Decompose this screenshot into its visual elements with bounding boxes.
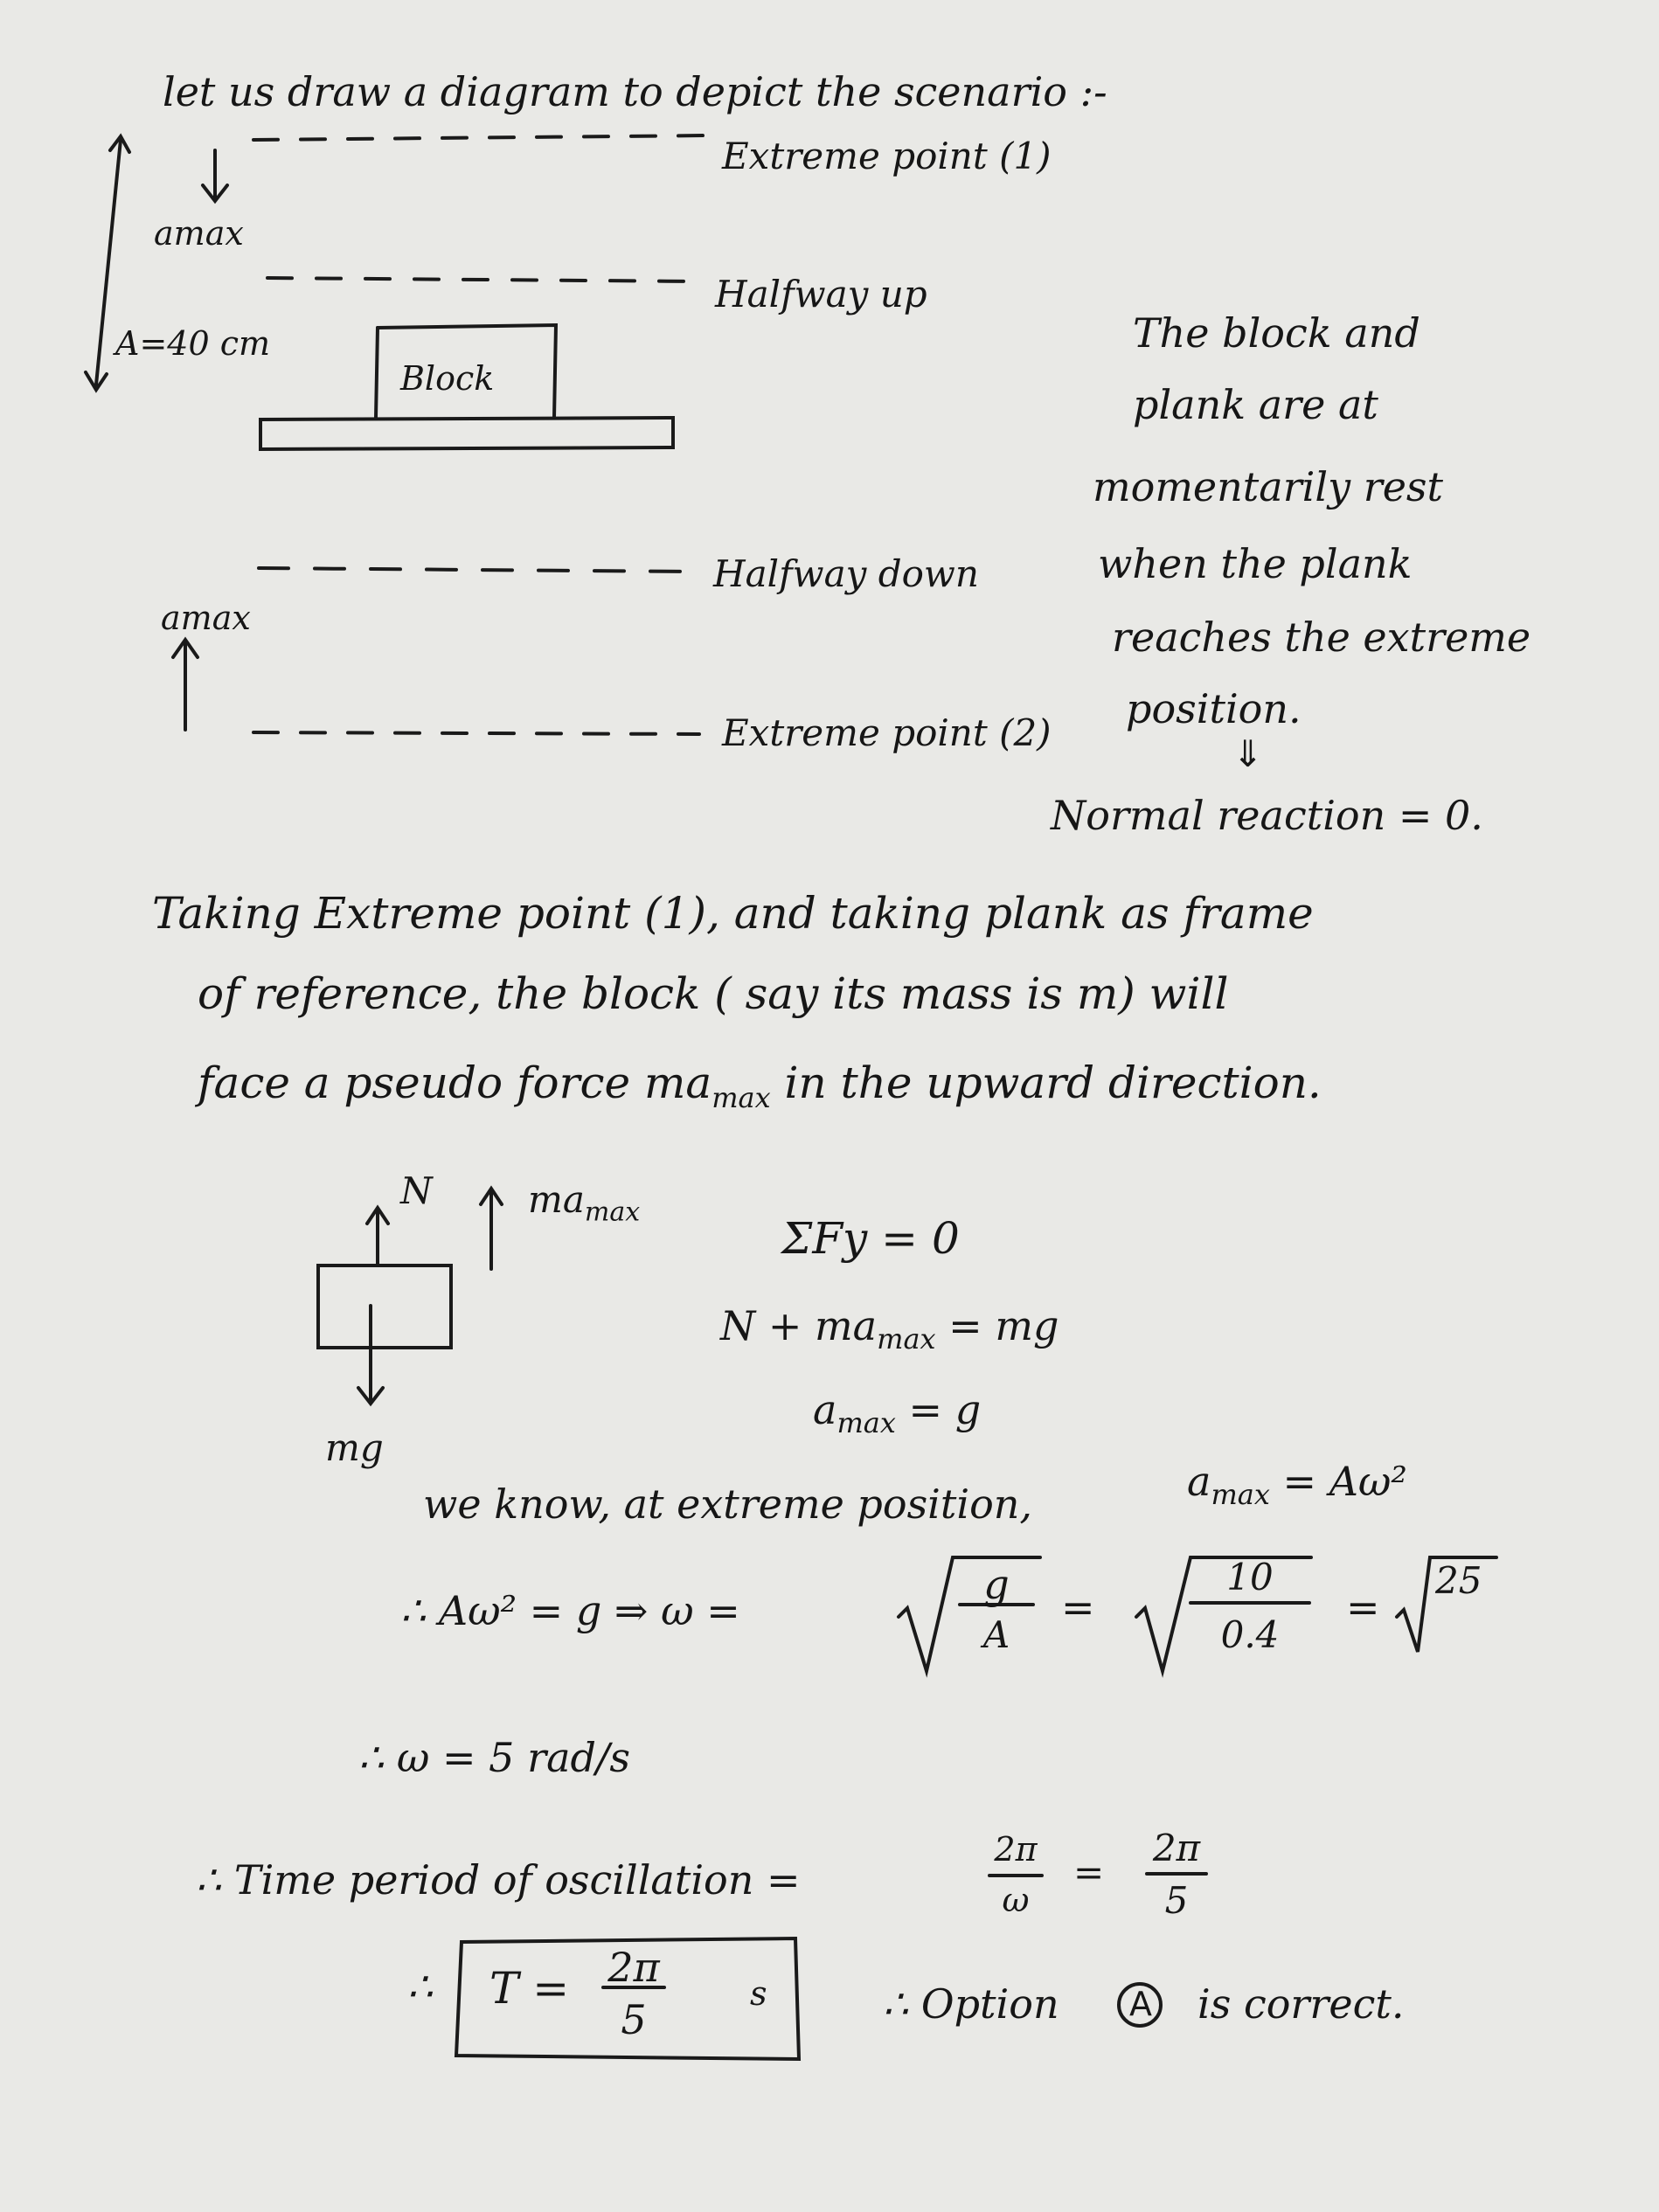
extreme-point-1-label: Extreme point (1) bbox=[722, 135, 1052, 177]
time-period-text: ∴ Time period of oscillation = bbox=[196, 1856, 801, 1903]
final-frac-den: 5 bbox=[621, 1996, 647, 2043]
fbd-pseudo-label: $ma_{max}$ bbox=[528, 1178, 641, 1228]
omega-result: ∴ ω = 5 rad/s bbox=[358, 1734, 631, 1781]
normal-reaction-result: Normal reaction = 0. bbox=[1051, 792, 1483, 839]
option-correct-text: is correct. bbox=[1197, 1980, 1405, 2028]
we-know-text: we know, at extreme position, bbox=[423, 1480, 1033, 1528]
omega-derivation: ∴ Aω² = g ⇒ ω = bbox=[400, 1587, 740, 1634]
plank-outline bbox=[260, 418, 673, 449]
period-frac-2-den: 5 bbox=[1164, 1879, 1189, 1922]
intro-text: let us draw a diagram to depict the scenario :- bbox=[163, 68, 1107, 115]
frac-A-denominator: A bbox=[982, 1613, 1010, 1656]
paragraph-line-3: face a pseudo force $ma_{max}$ in the upward direction. bbox=[198, 1057, 1322, 1114]
equals-sign: = bbox=[1061, 1584, 1095, 1631]
extreme2-dashed-line bbox=[253, 732, 699, 734]
amax-aw2-equation: $a_{max} = A\omega^2$ bbox=[1187, 1458, 1407, 1512]
amplitude-label: A=40 cm bbox=[115, 324, 271, 363]
fbd-weight-label: mg bbox=[325, 1426, 384, 1469]
therefore-symbol: ∴ bbox=[407, 1963, 434, 2010]
frac-10-numerator: 10 bbox=[1226, 1556, 1274, 1598]
side-note-line: when the plank bbox=[1098, 540, 1413, 587]
halfway-down-label: Halfway down bbox=[713, 552, 979, 595]
final-frac-num: 2π bbox=[607, 1944, 660, 1991]
amax-equals-g: $a_{max} = g$ bbox=[813, 1386, 982, 1440]
sqrt-25-value: 25 bbox=[1435, 1559, 1482, 1602]
side-note-line: The block and bbox=[1133, 309, 1420, 357]
equals-sign: = bbox=[1073, 1851, 1105, 1894]
side-note-line: momentarily rest bbox=[1093, 463, 1444, 510]
frac-g-numerator: g bbox=[983, 1561, 1010, 1608]
option-text: ∴ Option bbox=[883, 1980, 1059, 2028]
frac-04-denominator: 0.4 bbox=[1220, 1613, 1280, 1656]
fbd-normal-label: N bbox=[400, 1169, 433, 1212]
paragraph-line-1: Taking Extreme point (1), and taking plank as frame bbox=[152, 888, 1314, 939]
halfway-up-dashed-line bbox=[267, 278, 699, 281]
extreme1-dashed-line bbox=[253, 135, 708, 140]
halfway-down-dashed-line bbox=[259, 568, 691, 572]
halfway-up-label: Halfway up bbox=[715, 273, 927, 316]
implies-arrow: ⇓ bbox=[1232, 732, 1264, 775]
force-balance-equation: $N + ma_{max}$ = mg bbox=[720, 1302, 1059, 1356]
side-note-line: position. bbox=[1126, 685, 1302, 732]
paragraph-line-2: of reference, the block ( say its mass is m) will bbox=[198, 968, 1229, 1019]
option-letter: A bbox=[1129, 1985, 1152, 2023]
equals-sign: = bbox=[1346, 1584, 1380, 1631]
extreme-point-2-label: Extreme point (2) bbox=[722, 711, 1052, 754]
side-note-line: reaches the extreme bbox=[1112, 614, 1531, 661]
final-T-label: T = bbox=[489, 1963, 570, 2014]
fbd-block bbox=[318, 1265, 451, 1348]
side-note-line: plank are at bbox=[1133, 381, 1378, 428]
period-frac-2-num: 2π bbox=[1152, 1827, 1201, 1869]
sum-forces-equation: ΣFy = 0 bbox=[781, 1213, 960, 1264]
block-label: Block bbox=[400, 359, 495, 398]
period-frac-1-num: 2π bbox=[994, 1830, 1038, 1869]
final-unit: s bbox=[750, 1974, 767, 2013]
amax-bottom-label: amax bbox=[161, 599, 251, 637]
period-frac-1-den: ω bbox=[1002, 1881, 1030, 1919]
amax-top-label: amax bbox=[154, 214, 244, 253]
